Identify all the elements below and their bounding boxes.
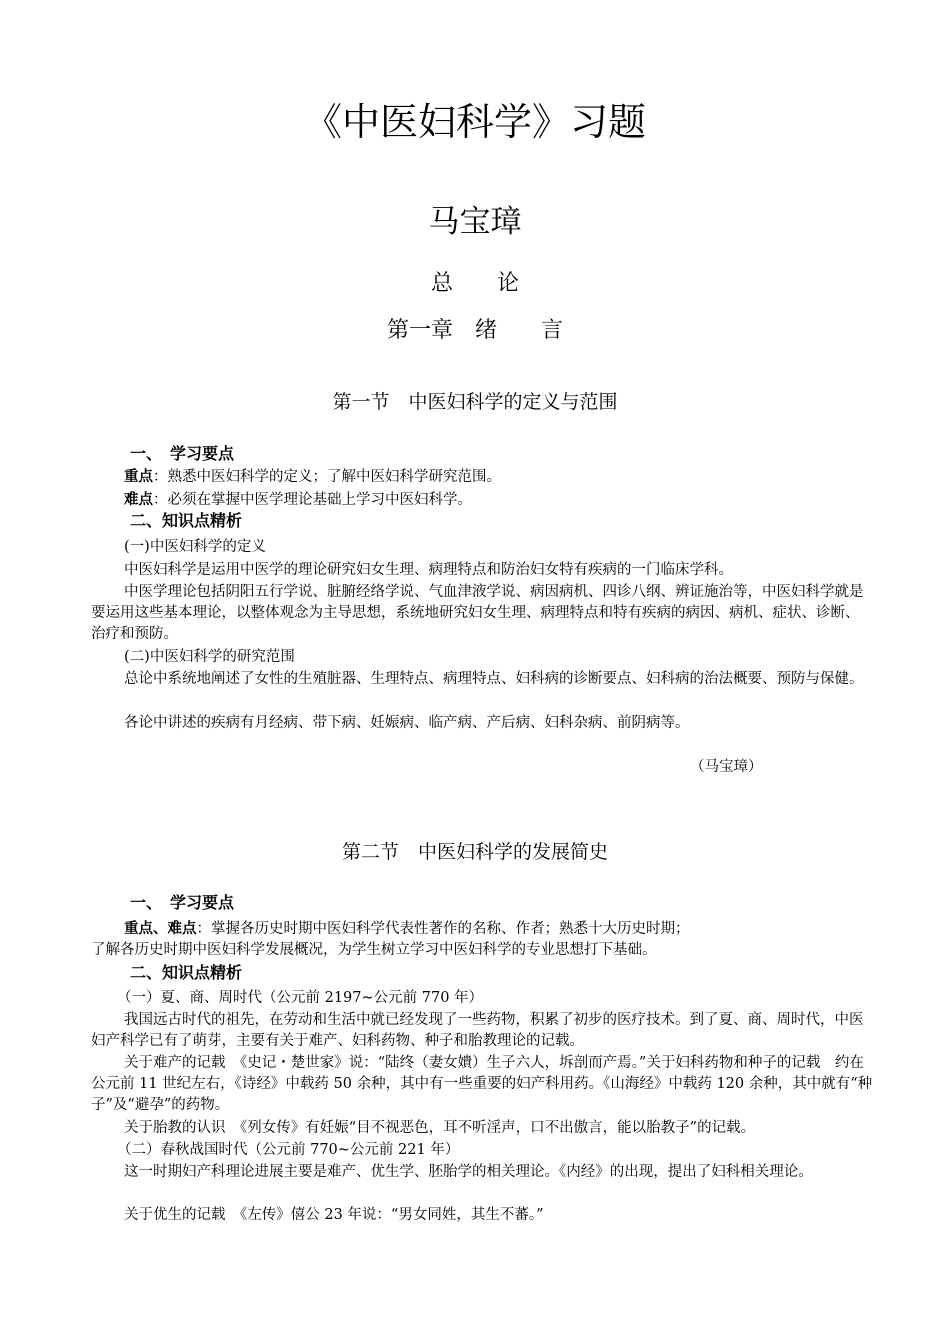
- key-point-line: [124, 466, 501, 488]
- era-title: （二）春秋战国时代（公元前 770~公元前 221 年）: [117, 1142, 460, 1158]
- key-difficulty-text: ：掌握各历史时期中医妇科学代表性著作的名称、作者；熟悉十大历史时期；: [196, 921, 690, 937]
- key-difficulty-continued: 了解各历史时期中医妇科学发展概况，为学生树立学习中医妇科学的专业思想打下基础。: [91, 942, 657, 958]
- chapter-heading: 第一章 绪 言: [386, 318, 563, 343]
- paragraph: 关于难产的记载 《史记・楚世家》说：“陆终（妻女嬇）生子六人，坼剖而产焉。”关于妇科药物和种子的记载 约在公元前 11 世纪左右，《诗经》中载药 50 余种，其中有一些重要的妇产科用药。《山海经》中载药 120 余种，其中就有“种子”及“避孕”的药物。: [91, 1055, 873, 1113]
- paragraph: 关于胎教的认识 《列女传》有妊娠“目不视恶色，耳不听淫声，口不出傲言，能以胎教子”的记载。: [124, 1120, 756, 1136]
- subheading-knowledge: 二、知识点精析: [130, 511, 243, 530]
- subsection-title: (一)中医妇科学的定义: [124, 539, 266, 555]
- section-signature: （马宝璋）: [690, 759, 763, 775]
- subheading-study-points: 一、 学习要点: [130, 444, 235, 463]
- subheading-study-points: 一、 学习要点: [130, 893, 235, 912]
- paragraph: 总论中系统地阐述了女性的生殖脏器、生理特点、病理特点、妇科病的诊断要点、妇科病的治法概要、预防与保健。: [124, 671, 864, 687]
- paragraph: 中医学理论包括阴阳五行学说、脏腑经络学说、气血津液学说、病因病机、四诊八纲、辨证施治等，中医妇科学就是要运用这些基本理论，以整体观念为主导思想，系统地研究妇女生理、病理特点和特有疾病的病因、病机、症状、诊断、治疗和预防。: [91, 584, 864, 642]
- paragraph: 各论中讲述的疾病有月经病、带下病、妊娠病、临产病、产后病、妇科杂病、前阴病等。: [124, 715, 690, 731]
- key-point-label: 重点: [124, 468, 153, 485]
- section-heading: 第一节 中医妇科学的定义与范围: [332, 391, 618, 413]
- paragraph: 这一时期妇产科理论进展主要是难产、优生学、胚胎学的相关理论。《内经》的出现，提出了妇科相关理论。: [124, 1164, 813, 1180]
- era-title: （一）夏、商、周时代（公元前 2197~公元前 770 年）: [117, 990, 484, 1006]
- key-difficulty-label: 重点、难点: [124, 920, 197, 937]
- subsection-title: (二)中医妇科学的研究范围: [124, 649, 295, 665]
- paragraph: 我国远古时代的祖先，在劳动和生活中就已经发现了一些药物，积累了初步的医疗技术。到了夏、商、周时代，中医妇产科学已有了萌芽，主要有关于难产、妇科药物、种子和胎教理论的记载。: [91, 1012, 864, 1049]
- subheading-knowledge: 二、知识点精析: [130, 963, 243, 982]
- key-difficulty-line: [124, 918, 690, 940]
- document-title: 《中医妇科学》习题: [303, 100, 646, 144]
- difficulty-text: ：必须在掌握中医学理论基础上学习中医妇科学。: [153, 492, 472, 508]
- paragraph: 关于优生的记载 《左传》僖公 23 年说：“男女同姓，其生不蕃。”: [124, 1207, 544, 1223]
- author-name: 马宝璋: [428, 204, 522, 240]
- difficulty-label: 难点: [124, 491, 153, 508]
- difficulty-line: [124, 489, 472, 511]
- section-heading: 第二节 中医妇科学的发展简史: [341, 841, 608, 863]
- part-heading: 总 论: [430, 271, 519, 296]
- key-point-text: ：熟悉中医妇科学的定义；了解中医妇科学研究范围。: [153, 469, 501, 485]
- paragraph: 中医妇科学是运用中医学的理论研究妇女生理、病理特点和防治妇女特有疾病的一门临床学科。: [124, 562, 733, 578]
